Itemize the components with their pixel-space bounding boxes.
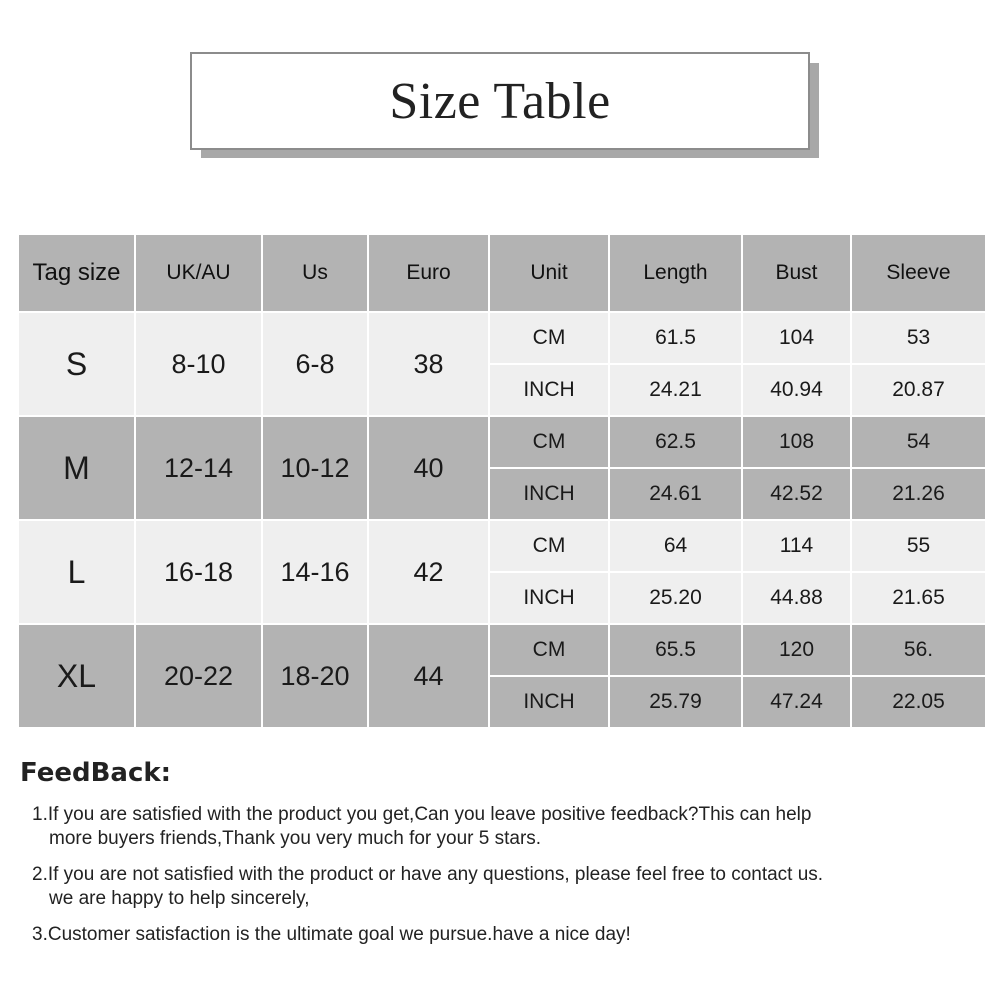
uk-au-cell: 8-10 (135, 312, 262, 416)
feedback-line: more buyers friends,Thank you very much for your 5 stars. (49, 828, 542, 849)
unit-cell: INCH (489, 364, 609, 416)
feedback-line: 3.Customer satisfaction is the ultimate goal we pursue.have a nice day! (32, 924, 631, 945)
feedback-item (32, 863, 972, 911)
feedback-item (32, 923, 972, 947)
length-cell: 25.20 (609, 572, 742, 624)
unit-cell: INCH (489, 572, 609, 624)
feedback-item (32, 803, 972, 851)
length-cell: 64 (609, 520, 742, 572)
header-length: Length (609, 234, 742, 312)
header-tag-size: Tag size (18, 234, 135, 312)
tag-size-cell: XL (18, 624, 135, 728)
sleeve-cell: 21.26 (851, 468, 986, 520)
sleeve-cell: 53 (851, 312, 986, 364)
feedback-line: 1.If you are satisfied with the product you get,Can you leave positive feedback?This can help (32, 804, 812, 825)
header-euro: Euro (368, 234, 489, 312)
bust-cell: 114 (742, 520, 851, 572)
tag-size-cell: M (18, 416, 135, 520)
bust-cell: 44.88 (742, 572, 851, 624)
sleeve-cell: 21.65 (851, 572, 986, 624)
tag-size-cell: L (18, 520, 135, 624)
bust-cell: 104 (742, 312, 851, 364)
length-cell: 25.79 (609, 676, 742, 728)
header-uk-au: UK/AU (135, 234, 262, 312)
sleeve-cell: 56. (851, 624, 986, 676)
table-row (18, 520, 986, 572)
euro-cell: 42 (368, 520, 489, 624)
unit-cell: CM (489, 520, 609, 572)
table-row (18, 312, 986, 364)
table-row (18, 624, 986, 676)
length-cell: 24.21 (609, 364, 742, 416)
sleeve-cell: 20.87 (851, 364, 986, 416)
header-unit: Unit (489, 234, 609, 312)
length-cell: 61.5 (609, 312, 742, 364)
uk-au-cell: 20-22 (135, 624, 262, 728)
feedback-heading: FeedBack: (20, 758, 172, 788)
title-box (190, 52, 810, 150)
unit-cell: CM (489, 624, 609, 676)
us-cell: 14-16 (262, 520, 368, 624)
bust-cell: 120 (742, 624, 851, 676)
us-cell: 10-12 (262, 416, 368, 520)
page-title: Size Table (389, 72, 611, 130)
euro-cell: 38 (368, 312, 489, 416)
bust-cell: 42.52 (742, 468, 851, 520)
bust-cell: 47.24 (742, 676, 851, 728)
unit-cell: CM (489, 312, 609, 364)
feedback-line: we are happy to help sincerely, (49, 888, 310, 909)
unit-cell: INCH (489, 676, 609, 728)
bust-cell: 108 (742, 416, 851, 468)
sleeve-cell: 54 (851, 416, 986, 468)
us-cell: 6-8 (262, 312, 368, 416)
size-table (17, 233, 987, 729)
sleeve-cell: 55 (851, 520, 986, 572)
length-cell: 24.61 (609, 468, 742, 520)
euro-cell: 44 (368, 624, 489, 728)
sleeve-cell: 22.05 (851, 676, 986, 728)
feedback-line: 2.If you are not satisfied with the product or have any questions, please feel free to contact us. (32, 864, 824, 885)
header-row (18, 234, 986, 312)
unit-cell: INCH (489, 468, 609, 520)
tag-size-cell: S (18, 312, 135, 416)
header-us: Us (262, 234, 368, 312)
us-cell: 18-20 (262, 624, 368, 728)
table-row (18, 416, 986, 468)
bust-cell: 40.94 (742, 364, 851, 416)
length-cell: 62.5 (609, 416, 742, 468)
length-cell: 65.5 (609, 624, 742, 676)
unit-cell: CM (489, 416, 609, 468)
header-bust: Bust (742, 234, 851, 312)
uk-au-cell: 12-14 (135, 416, 262, 520)
uk-au-cell: 16-18 (135, 520, 262, 624)
header-sleeve: Sleeve (851, 234, 986, 312)
euro-cell: 40 (368, 416, 489, 520)
